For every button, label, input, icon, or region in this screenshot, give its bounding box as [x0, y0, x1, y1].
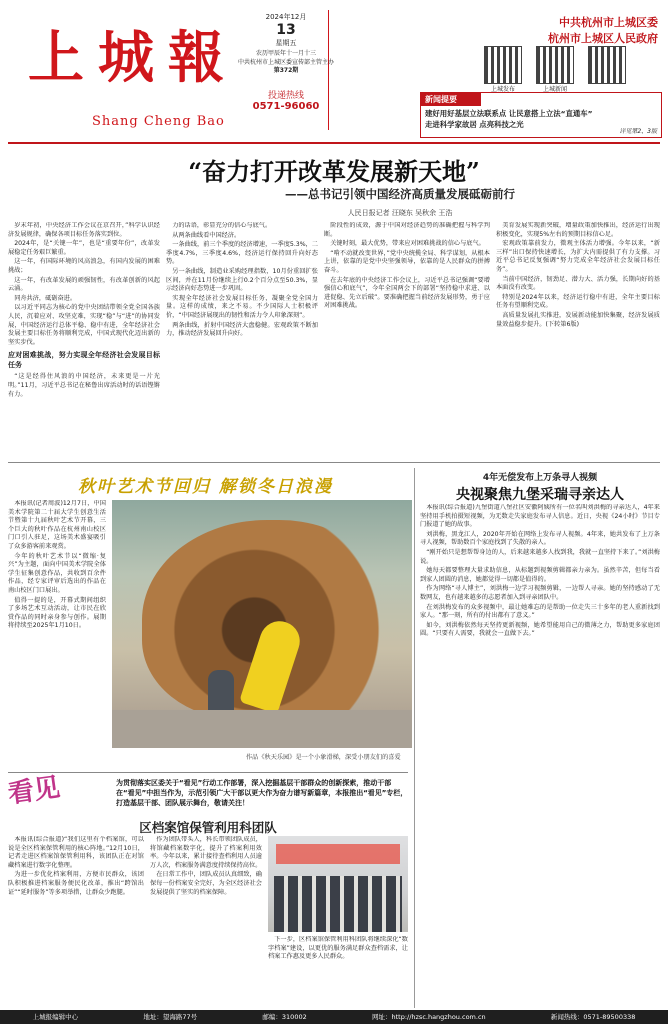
paragraph: 今年的秋叶艺术节以“微缩·复兴”为主题，面向中国美术学院全体学生征集创意作品，共收到百余件作品，经专家评审后选出的作品在南山校区门口展出。 [8, 552, 106, 594]
bottom-column-2 [150, 836, 262, 1006]
lead-column-3 [324, 222, 490, 458]
lead-column-1 [8, 222, 160, 458]
footer-postcode: 邮编：310002 [262, 1013, 307, 1021]
team-photo-caption [268, 936, 408, 1006]
paragraph: 高质量发展扎实推进，发展新动能加快集聚，经济发展质量效益稳步提升。(下转第6版) [496, 311, 660, 328]
paragraph: 力的话语，彰显充分的信心与底气。 [172, 222, 272, 229]
qr-block-3 [588, 46, 626, 93]
paragraph: 值得一提的是，开幕式期间组织了多场艺术互动活动，让市民在欣赏作品的同时亲身参与创作。展期将持续至2025年1月10日。 [8, 596, 106, 630]
qr-code-icon[interactable] [484, 46, 522, 84]
news-guide-box [420, 92, 662, 138]
news-guide-title: 新闻提要 [421, 93, 481, 106]
footer-editor: 上城报编辑中心 [32, 1013, 79, 1021]
feature-photo-caption: 作品《秋天乐园》是一个小象滑梯，深受小朋友们的喜爱 [246, 754, 401, 761]
team-members [274, 876, 402, 932]
right-story-kicker: 4年无偿发布上万条寻人视频 [482, 473, 598, 483]
paragraph: 下一步，区档案馆保管利用科团队将继续深化“数字档案”建设，以更优的服务满足群众查档需求，让档案工作惠及更多人民群众。 [268, 936, 408, 961]
right-story-text [420, 504, 660, 1004]
qr-row [484, 46, 626, 93]
hotline-label: 投递热线 [267, 91, 304, 101]
paragraph: 实现全年经济社会发展目标任务，凝聚全党全国力量。这样的成绩，来之不易。不少国际人士积极评价，“中国经济展现出的韧性和活力令人印象深刻”。 [166, 294, 318, 319]
paragraph: 2024年，是“关键一年”，也是“重要年份”，改革发展稳定任务艰巨繁重。 [8, 240, 160, 256]
masthead-meta [222, 50, 350, 76]
paragraph: 在去年底的中央经济工作会议上，习近平总书记强调“要增强信心和底气”，今年全国两会下的部署“坚持稳中求进、以进促稳、先立后破”。要准确把握当前经济发展形势，勇于应对困难挑战。 [324, 276, 490, 310]
paragraph: 特别是2024年以来，经济运行稳中有进，全年主要目标任务有望顺利完成。 [496, 293, 660, 310]
banner [276, 844, 400, 864]
section-divider [8, 462, 660, 463]
news-guide-line[interactable]: 建好用好基层立法联系点 让民意搭上立法“直通车” [425, 109, 593, 118]
masthead-title: 上城報 [28, 25, 238, 91]
column-tagline: 为贯彻落实区委关于“看见”行动工作部署，深入挖掘基层干部群众的创新探索，推动干部在“看见”中担当作为，示范引领广大干部以更大作为奋力谱写新篇章，本报推出“看见”专栏，打造基层干部、团队展示舞台，敬请关注！ [116, 779, 408, 807]
lunar-date: 农历甲辰年十一月十三 [255, 50, 316, 57]
paragraph: 作为团队带头人，科长带领团队成员，将馆藏档案数字化，提升了档案利用效率。今年以来，累计接待查档利用人员逾万人次，档案服务满意度持续保持高位。 [150, 836, 262, 869]
hotline-block [248, 88, 324, 112]
paragraph: 当前中国经济，韧劲足、潜力大、活力强，长期向好的基本面没有改变。 [496, 275, 660, 292]
section-divider [8, 772, 408, 773]
paragraph: 一条曲线，前三个季度的经济增速，一季度5.3%，二季度4.7%，三季度4.6%，经济运行保持回升向好态势。 [166, 241, 318, 266]
publishers [470, 14, 658, 46]
paragraph: 同舟共济，砥砺奋进。 [14, 294, 77, 302]
date-day: 13 [276, 22, 296, 38]
date-block [248, 12, 324, 48]
lead-subhead: ——总书记引领中国经济高质量发展砥砺前行 [285, 187, 515, 201]
paragraph: 为进一步优化档案利用，方便市民群众，该团队积极推进档案服务便民化改革，推出“跨馆出证”“延时服务”等多项举措，让群众少跑腿。 [8, 871, 144, 896]
lead-byline: 人民日报记者 汪晓东 吴秋余 王浩 [347, 209, 453, 217]
qr-code-icon[interactable] [588, 46, 626, 84]
publisher-committee: 中共杭州市上城区委 [559, 16, 658, 29]
date-year-month: 2024年12月 [265, 13, 307, 21]
paragraph: 刘洪梅，黑龙江人，2020年开始在网络上发布寻人视频。4年来，她共发布了上万条寻人视频，帮助数百个家庭找到了失散的亲人。 [420, 530, 660, 547]
footer-address: 地址：望海路77号 [143, 1013, 198, 1021]
footer-bar [0, 1010, 668, 1024]
qr-block-1 [484, 46, 522, 93]
lead-column-4 [496, 222, 660, 458]
issue-number: 第372期 [273, 67, 299, 75]
ground [112, 710, 412, 748]
paragraph: 这一年，有改革发展的顽强韧性，有改革创新的风起云涌。 [8, 276, 160, 293]
paragraph: 关键时刻，最大优势，带来应对困难挑战的信心与底气。 [330, 240, 485, 248]
hotline-number: 0571-96060 [252, 101, 320, 112]
date-weekday: 星期五 [275, 39, 297, 47]
bottom-column-1 [8, 836, 144, 1006]
paragraph: 另一条曲线，制造业采购经理指数，10月份重回扩张区间，并在11月份继续上行0.2个百分点至50.3%，显示经济向好态势进一步巩固。 [166, 267, 318, 293]
lead-column-2 [166, 222, 318, 458]
paragraph: 本报讯(记者周波)12月7日，中国美术学院第二十届大学生创意生活节暨第十九届秋叶艺术节开幕，三个巨大的秋叶作品在杭州南山校区门口引人驻足，这场美术盛宴吸引了众多游客前来观赏。 [8, 500, 106, 550]
masthead-pinyin: Shang Cheng Bao [92, 114, 225, 129]
feature-text [8, 500, 106, 766]
qr-block-2 [536, 46, 574, 93]
paragraph: 如今，刘洪梅依然每天坚持更新视频，她希望能用自己的微薄之力，帮助更多家庭团圆。“只要有人需要，我就会一直做下去。” [420, 621, 660, 638]
paragraph: 美育发展实现新突破，增量政策加快推出，经济运行出现积极变化，实现5%左右的预期目标信心足。 [496, 222, 660, 238]
feature-headline: 秋叶艺术节回归 解锁冬日浪漫 [78, 477, 333, 497]
kanjian-logo-text: 看见 [6, 772, 62, 810]
paragraph: “这是经得住风浪的中国经济，未来更是一片光明。”11月，习近平总书记在秘鲁出席活动时的话语铿锵有力。 [8, 373, 160, 398]
masthead-rule [8, 142, 660, 144]
paragraph: 作为网络“寻人博主”，刘洪梅一边学习视频剪辑，一边帮人寻亲。她的坚持感动了无数网友，也有越来越多的志愿者加入到寻亲团队中。 [420, 585, 660, 601]
paragraph: 以习近平同志为核心的党中央团结带领全党全国各族人民，沉着应对、攻坚克难，实现“稳”与“进”的协同发展，中国经济运行总体平稳、稳中有进，全年经济社会发展主要目标任务将顺利完成，中国式现代化迈出新的坚实步伐。 [8, 304, 160, 346]
paragraph: 阶段性的成效，源于中国对经济趋势的准确把握与科学判断。 [324, 222, 490, 238]
paragraph: 这一年，有国际环境的风高浪急，有国内发展的困难挑战； [8, 258, 160, 274]
news-guide-line[interactable]: 走进科学家故居 点亮科技之光 [425, 120, 524, 129]
paragraph: 本报讯(综合报道)“我们这里有个档案馆，可以说是全区档案保管利用的核心阵地。”12月10日，记者走进区档案馆保管利用科，该团队正在对馆藏档案进行数字化整理。 [8, 836, 144, 869]
footer-site[interactable]: 网址：http://hzsc.hangzhou.com.cn [371, 1013, 486, 1021]
bottom-headline: 区档案馆保管利用科团队 [139, 820, 277, 835]
right-story-headline: 央视聚焦九堡采瑞寻亲达人 [456, 487, 624, 503]
qr-label: 上城新闻 [542, 86, 567, 93]
feature-photo[interactable] [112, 500, 412, 748]
paragraph: 两条曲线，折射中国经济大盘稳健。宏观政策不断加力，推动经济发展回升向好。 [166, 321, 318, 338]
section-title: 应对困难挑战，努力实现全年经济社会发展目标任务 [8, 351, 160, 370]
column-divider [414, 468, 415, 1008]
paragraph: “刚开始只是想帮帮身边的人，后来越来越多人找到我，我就一直坚持下来了。”刘洪梅说。 [420, 548, 660, 565]
qr-label: 上城发布 [490, 86, 515, 93]
footer-phone: 新闻热线：0571-89500338 [550, 1013, 636, 1021]
paragraph: 在日常工作中，团队成员认真细致，确保每一份档案安全完好，为全区经济社会发展提供了坚实的档案保障。 [150, 871, 262, 896]
paragraph: “啃不动就改变世界，”党中央统揽全局、科学谋划，从根本上讲，依靠的是党中央坚强领导，依靠的是人民群众的拼搏奋斗。 [324, 249, 490, 274]
paragraph: 她每天都要整理大量求助信息，从标题到视频剪辑都亲力亲为。虽然辛苦，但每当看到家人团圆的消息，她都觉得一切都是值得的。 [420, 567, 660, 583]
news-guide-ref: 详见第2、3版 [619, 128, 657, 135]
paragraph: 宏观政策靠前发力，微观主体活力增强。今年以来，“新三样”出口保持快速增长，为扩大内需提供了有力支撑。习近平总书记反复强调“努力完成全年经济社会发展目标任务”。 [496, 240, 660, 273]
team-photo[interactable] [268, 836, 408, 932]
paragraph: 岁末年初，中央经济工作会议在京召开，”科学认识经济发展规律，确保各项目标任务落实到位。 [8, 222, 160, 238]
paragraph: 从两条曲线看中国经济。 [172, 231, 241, 239]
paragraph: 在刘洪梅发布的众多视频中，最让她难忘的是帮助一位走失三十多年的老人重新找到家人。“那一刻，所有的付出都有了意义。” [420, 603, 660, 620]
lead-headline: “奋力打开改革发展新天地” [188, 157, 480, 186]
sponsor: 中共杭州市上城区委宣传部主管主办 [237, 58, 334, 66]
publisher-government: 杭州市上城区人民政府 [548, 32, 658, 45]
qr-code-icon[interactable] [536, 46, 574, 84]
paragraph: 本报讯(综合报道)九堡街道八堡社区安徽阿姨所有一位名叫刘洪梅的寻亲达人，4年来坚持用手机拍摄短视频，为无数走失家庭发布寻人信息。近日，央视《24小时》节目专门报道了她的故事。 [420, 504, 660, 529]
